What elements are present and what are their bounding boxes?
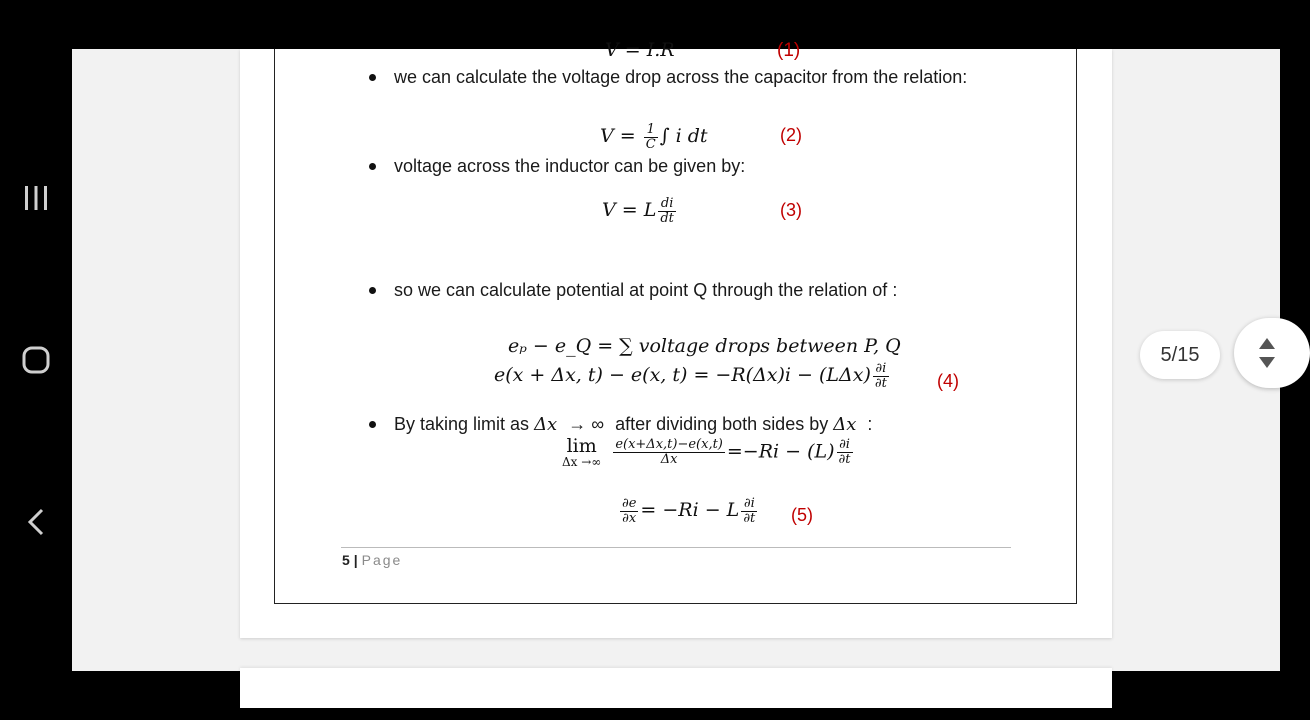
back-button[interactable] — [10, 496, 62, 548]
equation-1-cut: V = I.R — [605, 39, 675, 61]
android-nav-rail — [0, 0, 72, 720]
equation-3: V = L $\frac{di}{dt}$ — [602, 196, 674, 226]
bullet-text-capacitor: we can calculate the voltage drop across the capacitor from the relation: — [394, 67, 968, 87]
document-page — [240, 39, 1112, 638]
page-counter: 5/15 — [1140, 331, 1220, 379]
equation-limit: lim Δx →∞ $\frac{e(x+\Delta x,t)-e(x,t)}{\Delta x}$ =−Ri − (L) $\frac{\partial i}{\partial t}$ — [562, 435, 851, 469]
scroll-arrows-icon — [1257, 336, 1277, 370]
equation-2: V = $\frac{1}{C}$ ∫ i dt — [600, 122, 708, 152]
footer-page-number: 5 — [342, 552, 350, 568]
back-icon — [24, 507, 48, 537]
bullet-dot — [369, 163, 376, 170]
bullet-dot — [369, 421, 376, 428]
equation-5: $\frac{\partial e}{\partial x}$ = −Ri − L $\frac{\partial i}{\partial t}$ — [622, 496, 756, 526]
footer-page-word: Page — [361, 552, 403, 568]
equation-4-number: (4) — [937, 371, 959, 391]
bullet-text-potential: so we can calculate potential at point Q through the relation of : — [394, 280, 898, 300]
bullet-dot — [369, 287, 376, 294]
bullet-dot — [369, 74, 376, 81]
limit-math-dx2: Δx — [833, 414, 857, 435]
equation-2-number: (2) — [780, 125, 802, 145]
home-icon — [21, 345, 51, 375]
limit-math-dx: Δx — [534, 414, 558, 435]
equation-1-number: (1) — [777, 40, 801, 61]
fast-scroll-handle[interactable] — [1234, 318, 1310, 388]
equation-3-number: (3) — [780, 200, 802, 220]
page-footer — [342, 552, 402, 568]
equation-4a: eₚ − e_Q = ∑ voltage drops between P, Q — [508, 335, 901, 357]
next-document-page — [240, 668, 1112, 708]
recent-apps-icon — [22, 184, 50, 212]
bullet-text-inductor: voltage across the inductor can be given by: — [394, 156, 746, 176]
limit-operator: lim Δx →∞ — [562, 435, 602, 469]
limit-text-part2: after dividing both sides by — [615, 414, 829, 434]
footer-separator: | — [353, 552, 358, 568]
limit-colon: : — [867, 414, 873, 434]
home-button[interactable] — [10, 334, 62, 386]
equation-5-number: (5) — [791, 505, 813, 525]
recent-apps-button[interactable] — [10, 172, 62, 224]
document-viewer[interactable] — [72, 39, 1280, 671]
bullet-text-limit — [394, 414, 872, 435]
limit-text-part1: By taking limit as — [394, 414, 530, 434]
limit-arrow: → ∞ — [568, 414, 605, 434]
equation-4b: e(x + Δx, t) − e(x, t) = −R(Δx)i − (LΔx) $\frac{\partial i}{\partial t}$ — [494, 361, 887, 391]
footer-rule — [341, 547, 1011, 548]
